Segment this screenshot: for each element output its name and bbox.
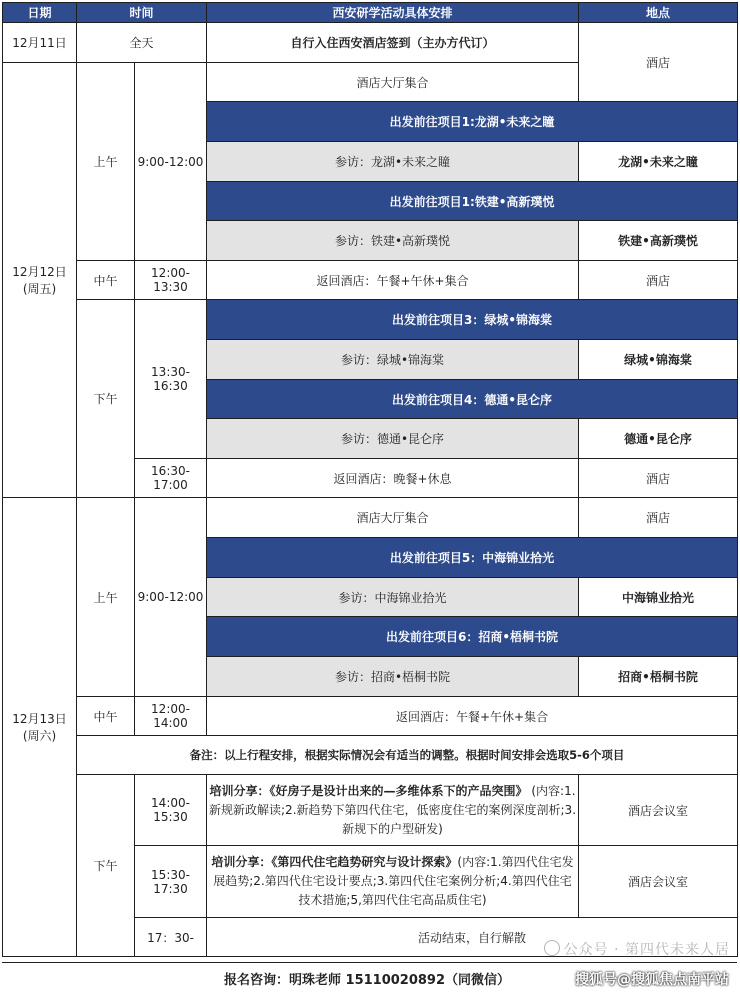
day3-end-time: 17：30-: [135, 918, 207, 957]
day3-loc-project5: 中海锦业拾光: [579, 578, 738, 617]
schedule-table: [2, 2, 738, 957]
day2-evening-activity: 返回酒店：晚餐+休息: [207, 459, 579, 498]
day2-noon-time: 12:00-13:30: [135, 261, 207, 300]
header-date: 日期: [3, 3, 77, 23]
day2-evening-time: 16:30-17:00: [135, 459, 207, 498]
day2-depart-project3: 出发前往项目3：绿城•锦海棠: [207, 300, 738, 340]
day3-session1: [207, 775, 579, 846]
day3-loc-project6: 招商•梧桐书院: [579, 657, 738, 697]
header-time: 时间: [77, 3, 207, 23]
day2-afternoon-time: 13:30-16:30: [135, 300, 207, 459]
day3-gather-location: 酒店: [579, 498, 738, 538]
day2-noon-label: 中午: [77, 261, 135, 300]
day3-date-cell: [3, 498, 77, 957]
day3-noon-time: 12:00-14:00: [135, 697, 207, 736]
day2-date: 12月12日: [12, 265, 67, 279]
day3-session2-title: 培训分享：《第四代住宅趋势研究与设计探索》: [211, 855, 458, 869]
day3-session2-time: 15:30-17:30: [135, 846, 207, 918]
day2-loc-project4: 德通•昆仑序: [579, 419, 738, 459]
day3-session1-location: 酒店会议室: [579, 775, 738, 846]
day3-gather: 酒店大厅集合: [207, 498, 579, 538]
day2-loc-project3: 绿城•锦海棠: [579, 340, 738, 380]
day2-visit-project4: 参访：德通•昆仑序: [207, 419, 579, 459]
watermark-text: 公众号 · 第四代未来人居: [563, 942, 730, 958]
day2-gather: 酒店大厅集合: [207, 63, 579, 102]
schedule-note: 备注：以上行程安排，根据实际情况会有适当的调整。根据时间安排会选取5-6个项目: [77, 736, 738, 775]
day3-end-activity: 活动结束，自行解散: [207, 918, 738, 957]
day3-noon-label: 中午: [77, 697, 135, 736]
day3-session1-body: (内容:1.新规新政解读;2.新趋势下第四代住宅，低密度住宅的案例深度剖析;3.新规下的户型研发): [209, 783, 577, 836]
footer-bar: [2, 962, 737, 993]
header-location: 地点: [579, 3, 738, 23]
day3-morning-time: 9:00-12:00: [135, 498, 207, 697]
day3-depart-project6: 出发前往项目6：招商•梧桐书院: [207, 617, 738, 657]
day3-depart-project5: 出发前往项目5：中海锦业拾光: [207, 538, 738, 578]
day3-session1-time: 14:00-15:30: [135, 775, 207, 846]
day2-depart-project1: 出发前往项目1:龙湖•未来之瞳: [207, 102, 738, 142]
day2-evening-location: 酒店: [579, 459, 738, 498]
day1-activity: 自行入住西安酒店签到（主办方代订）: [207, 23, 579, 63]
day1-time: 全天: [77, 23, 207, 63]
day3-noon-activity: 返回酒店：午餐+午休+集合: [207, 697, 738, 736]
day2-date-cell: [3, 63, 77, 498]
day2-visit-project1: 参访：龙湖•未来之瞳: [207, 142, 579, 182]
day3-date: 12月13日: [12, 712, 67, 726]
day2-visit-project2: 参访：铁建•高新璞悦: [207, 221, 579, 261]
day2-loc-project1: 龙湖•未来之瞳: [579, 142, 738, 182]
day2-morning-label: 上午: [77, 63, 135, 261]
day2-morning-time: 9:00-12:00: [135, 63, 207, 261]
wechat-icon: [544, 940, 560, 956]
day3-session1-title: 培训分享：《好房子是设计出来的—多维体系下的产品突围》: [209, 783, 528, 798]
day2-noon-location: 酒店: [579, 261, 738, 300]
header-activity: 西安研学活动具体安排: [207, 3, 579, 23]
day3-session2-location: 酒店会议室: [579, 846, 738, 918]
source-credit: 搜狐号@搜狐焦点南平站: [575, 972, 729, 988]
day1-location: 酒店: [579, 23, 738, 102]
day2-noon-activity: 返回酒店：午餐+午休+集合: [207, 261, 579, 300]
day2-depart-project2: 出发前往项目1:铁建•高新璞悦: [207, 182, 738, 221]
day2-weekday: (周五): [22, 282, 57, 296]
day2-visit-project3: 参访：绿城•锦海棠: [207, 340, 579, 380]
day2-afternoon-label: 下午: [77, 300, 135, 498]
day2-loc-project2: 铁建•高新璞悦: [579, 221, 738, 261]
day2-depart-project4: 出发前往项目4：德通•昆仑序: [207, 380, 738, 419]
contact-info: 报名咨询：明珠老师 15110020892（同微信）: [224, 973, 511, 988]
day3-weekday: (周六): [22, 729, 57, 743]
day3-morning-label: 上午: [77, 498, 135, 697]
day1-date: 12月11日: [3, 23, 77, 63]
day3-visit-project5: 参访：中海锦业拾光: [207, 578, 579, 617]
wechat-watermark: [544, 939, 730, 959]
day3-session2-body: (内容:1.第四代住宅发展趋势;2.第四代住宅设计要点;3.第四代住宅案例分析;4.第四代住宅技术措施;5,第四代住宅高品质住宅): [213, 855, 574, 907]
day3-visit-project6: 参访：招商•梧桐书院: [207, 657, 579, 697]
day3-session2: [207, 846, 579, 918]
day3-afternoon-label: 下午: [77, 775, 135, 957]
